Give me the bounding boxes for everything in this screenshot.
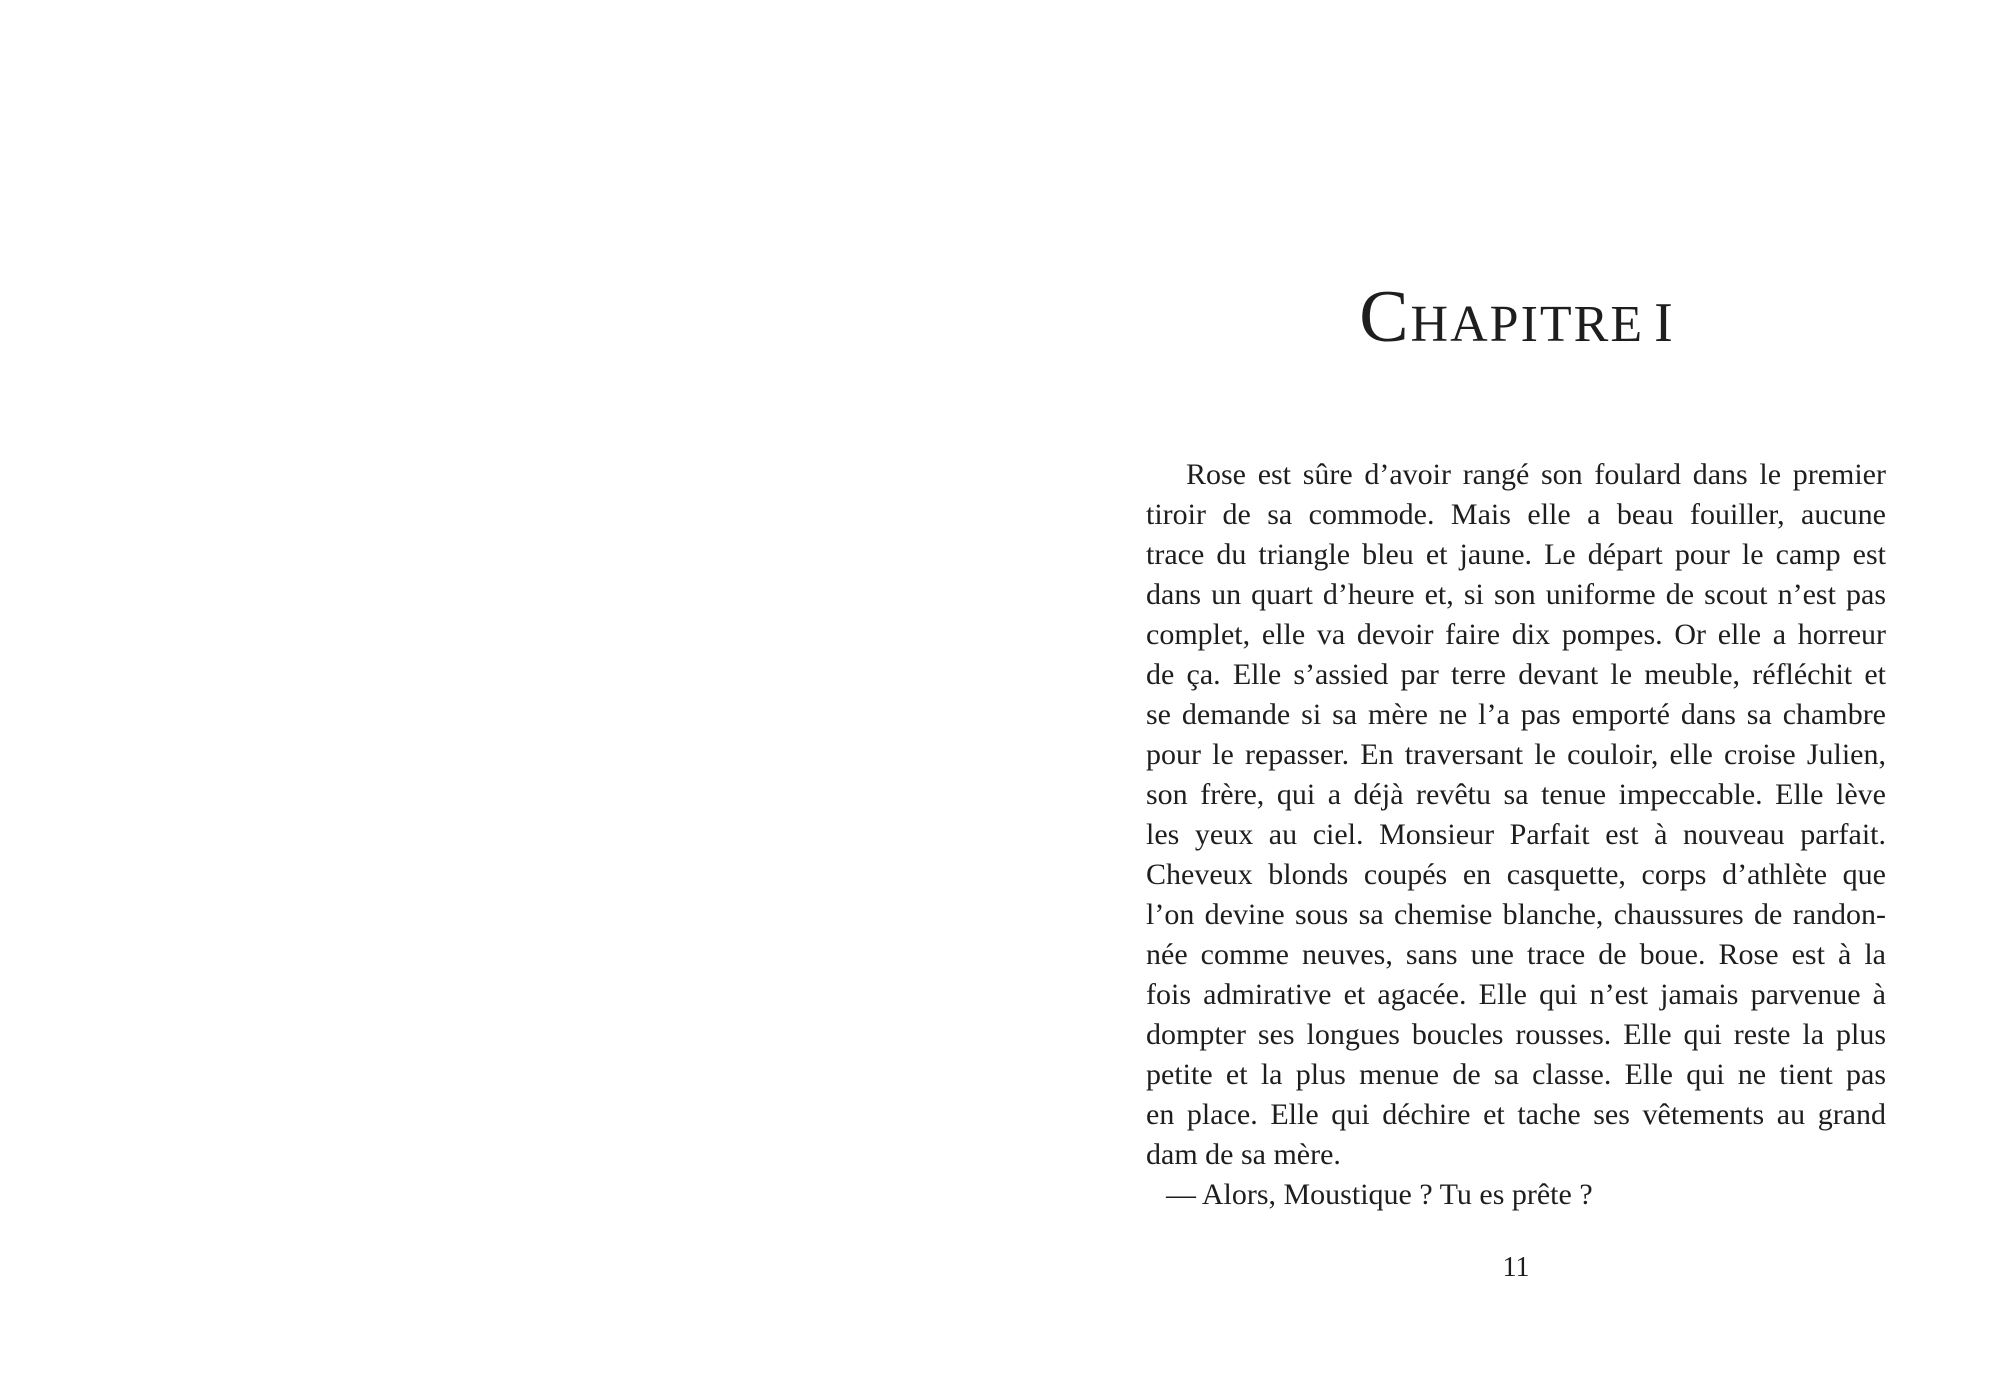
text-line: son frère, qui a déjà revêtu sa tenue impeccable. Elle lève bbox=[1146, 778, 1886, 811]
text-line: dans un quart d’heure et, si son uniforme de scout n’est pas bbox=[1146, 578, 1886, 611]
chapter-title-label: Chapitre bbox=[1359, 276, 1645, 358]
text-line: tiroir de sa commode. Mais elle a beau fouiller, aucune bbox=[1146, 498, 1886, 531]
text-line: pour le repasser. En traversant le couloir, elle croise Julien, bbox=[1146, 738, 1886, 771]
text-line: en place. Elle qui déchire et tache ses vêtements au grand bbox=[1146, 1098, 1886, 1131]
chapter-number: I bbox=[1654, 292, 1673, 354]
body-text bbox=[1146, 455, 1886, 1215]
text-line: dompter ses longues boucles rousses. Elle qui reste la plus bbox=[1146, 1018, 1886, 1051]
page-number: 11 bbox=[1502, 1252, 1530, 1283]
text-line: se demande si sa mère ne l’a pas emporté dans sa chambre bbox=[1146, 698, 1886, 731]
text-line: dam de sa mère. bbox=[1146, 1138, 1341, 1171]
dialogue-line: — Alors, Moustique ? Tu es prête ? bbox=[1166, 1178, 1593, 1211]
text-line: fois admirative et agacée. Elle qui n’est jamais parvenue à bbox=[1146, 978, 1886, 1011]
text-line: les yeux au ciel. Monsieur Parfait est à nouveau parfait. bbox=[1146, 818, 1886, 851]
text-line: Cheveux blonds coupés en casquette, corps d’athlète que bbox=[1146, 858, 1886, 891]
text-line: née comme neuves, sans une trace de boue. Rose est à la bbox=[1146, 938, 1886, 971]
text-line: Rose est sûre d’avoir rangé son foulard dans le premier bbox=[1186, 458, 1886, 491]
text-line: l’on devine sous sa chemise blanche, chaussures de randon- bbox=[1146, 898, 1886, 931]
text-line: complet, elle va devoir faire dix pompes. Or elle a horreur bbox=[1146, 618, 1886, 651]
text-line: petite et la plus menue de sa classe. Elle qui ne tient pas bbox=[1146, 1058, 1886, 1091]
text-line: trace du triangle bleu et jaune. Le départ pour le camp est bbox=[1146, 538, 1886, 571]
text-line: de ça. Elle s’assied par terre devant le meuble, réfléchit et bbox=[1146, 658, 1886, 691]
chapter-title bbox=[1146, 276, 1886, 360]
